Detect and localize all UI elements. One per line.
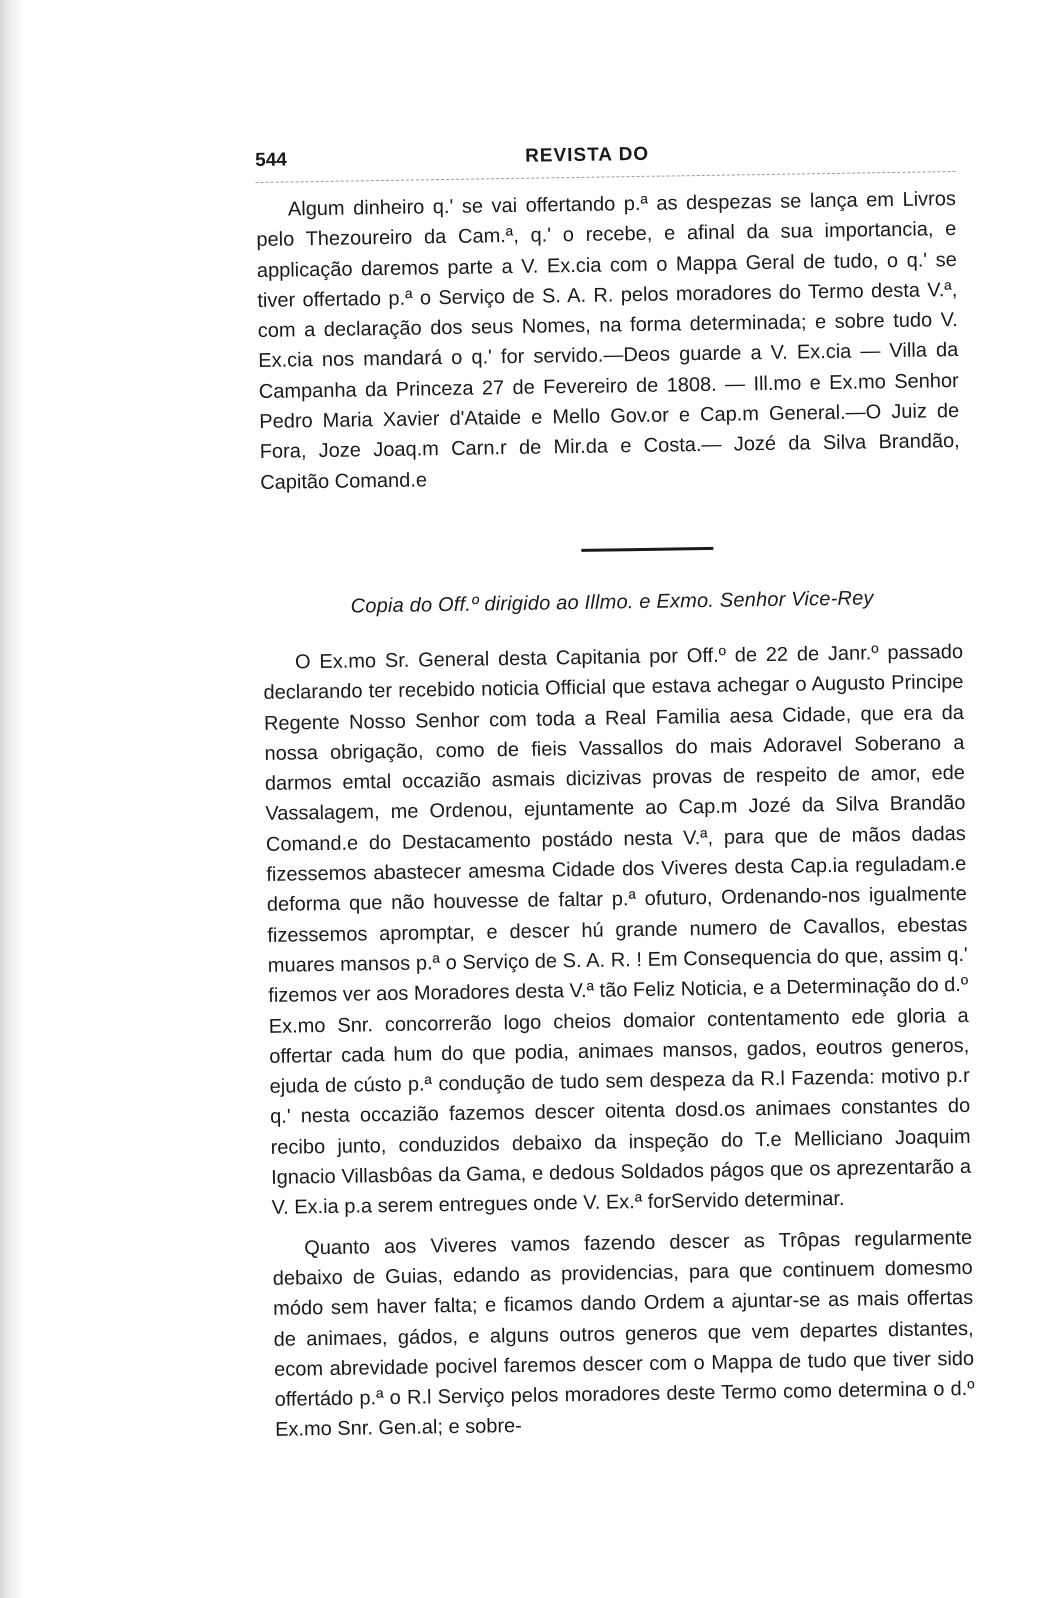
book-page <box>255 139 975 1446</box>
journal-title: REVISTA DO <box>524 143 650 167</box>
section-separator-rule <box>581 547 713 552</box>
section-heading: Copia do Off.º dirigido ao Illmo. e Exmo. Senhor Vice-Rey <box>350 587 874 618</box>
section-paragraph-1: O Ex.mo Sr. General desta Capitania por Off.º de 22 de Janr.º passado declarando ter recebido noticia Official que estava achegar o Augusto Principe Regente Nosso Senhor com toda a Real Familia aesa Cidade, que era da nossa obrigação, como de fieis Vassallos do mais Adoravel Soberano a darmos emtal occazião asmais dicizivas provas de respeito de amor, ede Vassalagem, me Ordenou, ejuntamente ao Cap.m Jozé da Silva Brandão Comand.e do Destacamento postádo nesta V.ª, para que de mãos dadas fizessemos abastecer amesma Cidade dos Viveres desta Cap.ia reguladam.e deforma que não houvesse de faltar p.ª ofuturo, Ordenando-nos igualmente fizessemos apromptar, e descer hú grande numero de Cavallos, ebestas muares mansos p.ª o Serviço de S. A. R. ! Em Consequencia do que, assim q.' fizemos ver aos Moradores desta V.ª tão Feliz Noticia, e a Determinação do d.º Ex.mo Snr. concorrerão logo cheios domaior contentamento ede gloria a offertar cada hum do que podia, animaes mansos, gados, eoutros generos, ejuda de cústo p.ª condução de tudo sem despeza da R.l Fazenda: motivo p.r q.' nesta occazião fazemos descer oitenta dosd.os animaes constantes do recibo junto, conduzidos debaixo da inspeção do T.e Melliciano Joaquim Ignacio Villasbôas da Gama, e dedous Soldados págos que os aprezentarão a V. Ex.ia p.a serem entregues onde V. Ex.ª forServido determinar. <box>263 640 972 1220</box>
page-number: 544 <box>255 149 288 171</box>
running-head <box>255 139 955 180</box>
page-binding-shadow <box>0 0 26 1598</box>
opening-text-block <box>256 184 961 498</box>
section-paragraph-2: Quanto aos Viveres vamos fazendo descer as Trôpas regularmente debaixo de Guias, edando as providencias, para que continuem domesmo módo sem haver falta; e ficamos dando Ordem a ajuntar-se as mais offertas de animaes, gádos, e alguns outros generos que vem departes distantes, ecom abrevidade pocivel faremos descer com o Mappa de tudo que tiver sido offertádo p.ª o R.l Serviço pelos moradores deste Termo como determina o d.º Ex.mo Snr. Gen.al; e sobre- <box>272 1226 975 1442</box>
opening-paragraph: Algum dinheiro q.' se vai offertando p.ª as despezas se lança em Livros pelo Thezoureiro da Cam.ª, q.' o recebe, e afinal da sua importancia, e applicação daremos parte a V. Ex.cia com o Mappa Geral de tudo, o q.' se tiver offertado p.ª o Serviço de S. A. R. pelos moradores do Termo desta V.ª, com a declaração dos seus Nomes, na forma determinada; e sobre tudo V. Ex.cia nos mandará o q.' for servido.—Deos guarde a V. Ex.cia — Villa da Campanha da Princeza 27 de Fevereiro de 1808. — Ill.mo e Ex.mo Senhor Pedro Maria Xavier d'Ataide e Mello Gov.or e Cap.m General.—O Juiz de Fora, Joze Joaq.m Carn.r de Mir.da e Costa.— Jozé da Silva Brandão, Capitão Comand.e <box>256 187 960 494</box>
section-body <box>263 637 975 1446</box>
